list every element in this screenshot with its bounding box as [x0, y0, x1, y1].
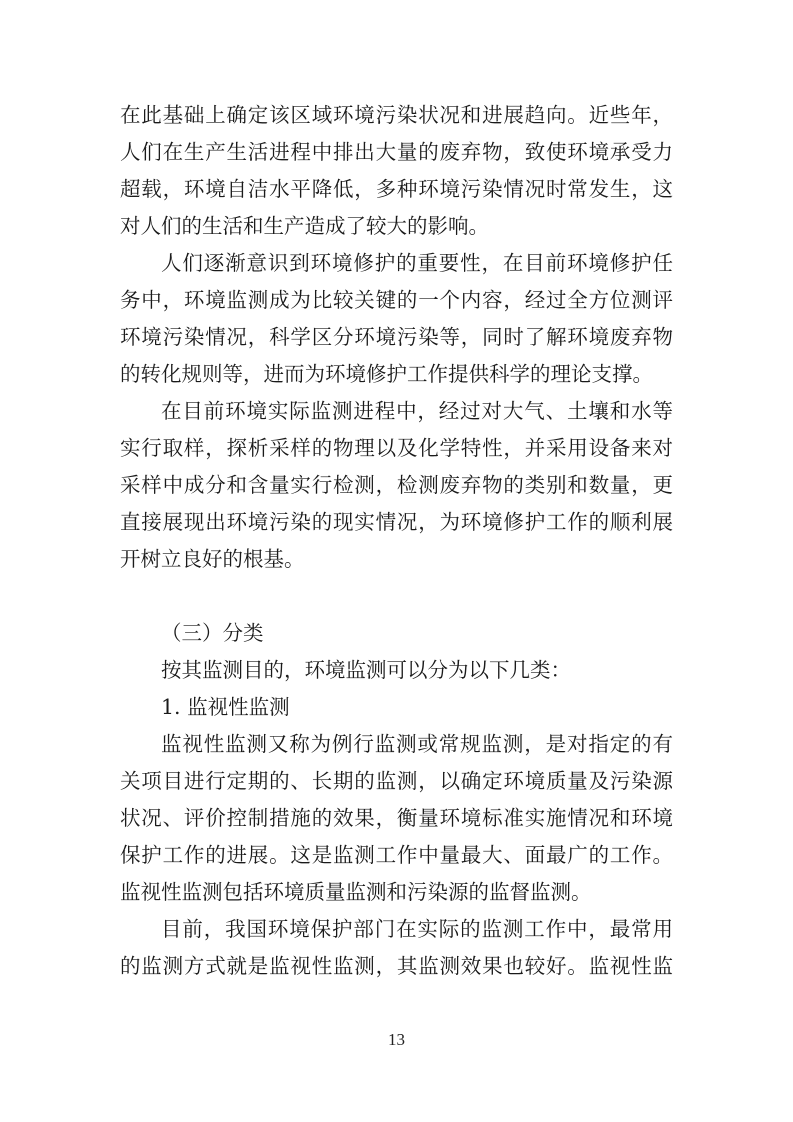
- text-line: 监视性监测包括环境质量监测和污染源的监督监测。: [120, 880, 592, 904]
- paragraph-4: [120, 726, 673, 911]
- text-line: 开树立良好的根基。: [120, 547, 305, 571]
- page-number: 13: [388, 1030, 405, 1049]
- text-line: 人们在生产生活进程中排出大量的废弃物，致使环境承受力: [120, 140, 673, 164]
- text-line: 关项目进行定期的、长期的监测，以确定环境质量及污染源: [120, 769, 673, 793]
- page-body: [120, 97, 673, 985]
- text-line: 的监测方式就是监视性监测，其监测效果也较好。监视性监: [120, 954, 673, 978]
- section-heading: （三）分类: [161, 621, 264, 645]
- subheading: 1. 监视性监测: [161, 695, 290, 719]
- paragraph-5: [120, 911, 673, 985]
- text-line: 的转化规则等，进而为环境修护工作提供科学的理论支撑。: [120, 362, 653, 386]
- paragraph-3: [120, 393, 673, 578]
- text-line: 在此基础上确定该区域环境污染状况和进展趋向。近些年，: [120, 103, 673, 127]
- blank-line: [120, 578, 673, 615]
- text-line: 监视性监测又称为例行监测或常规监测，是对指定的有: [161, 732, 673, 756]
- text-line: 人们逐渐意识到环境修护的重要性，在目前环境修护任: [161, 251, 673, 275]
- text-line: 环境污染情况，科学区分环境污染等，同时了解环境废弃物: [120, 325, 673, 349]
- text-line: 保护工作的进展。这是监测工作中量最大、面最广的工作。: [120, 843, 673, 867]
- intro-line: 按其监测目的，环境监测可以分为以下几类：: [161, 658, 571, 682]
- text-line: 采样中成分和含量实行检测，检测废弃物的类别和数量，更: [120, 473, 673, 497]
- paragraph-2: [120, 245, 673, 393]
- text-line: 目前，我国环境保护部门在实际的监测工作中，最常用: [161, 917, 673, 941]
- paragraph-1: [120, 97, 673, 245]
- text-line: 务中，环境监测成为比较关键的一个内容，经过全方位测评: [120, 288, 673, 312]
- text-line: 在目前环境实际监测进程中，经过对大气、土壤和水等: [161, 399, 673, 423]
- text-line: 超载，环境自洁水平降低，多种环境污染情况时常发生，这: [120, 177, 673, 201]
- text-line: 实行取样，探析采样的物理以及化学特性，并采用设备来对: [120, 436, 673, 460]
- text-line: 对人们的生活和生产造成了较大的影响。: [120, 214, 489, 238]
- text-line: 状况、评价控制措施的效果，衡量环境标准实施情况和环境: [120, 806, 673, 830]
- text-line: 直接展现出环境污染的现实情况，为环境修护工作的顺利展: [120, 510, 673, 534]
